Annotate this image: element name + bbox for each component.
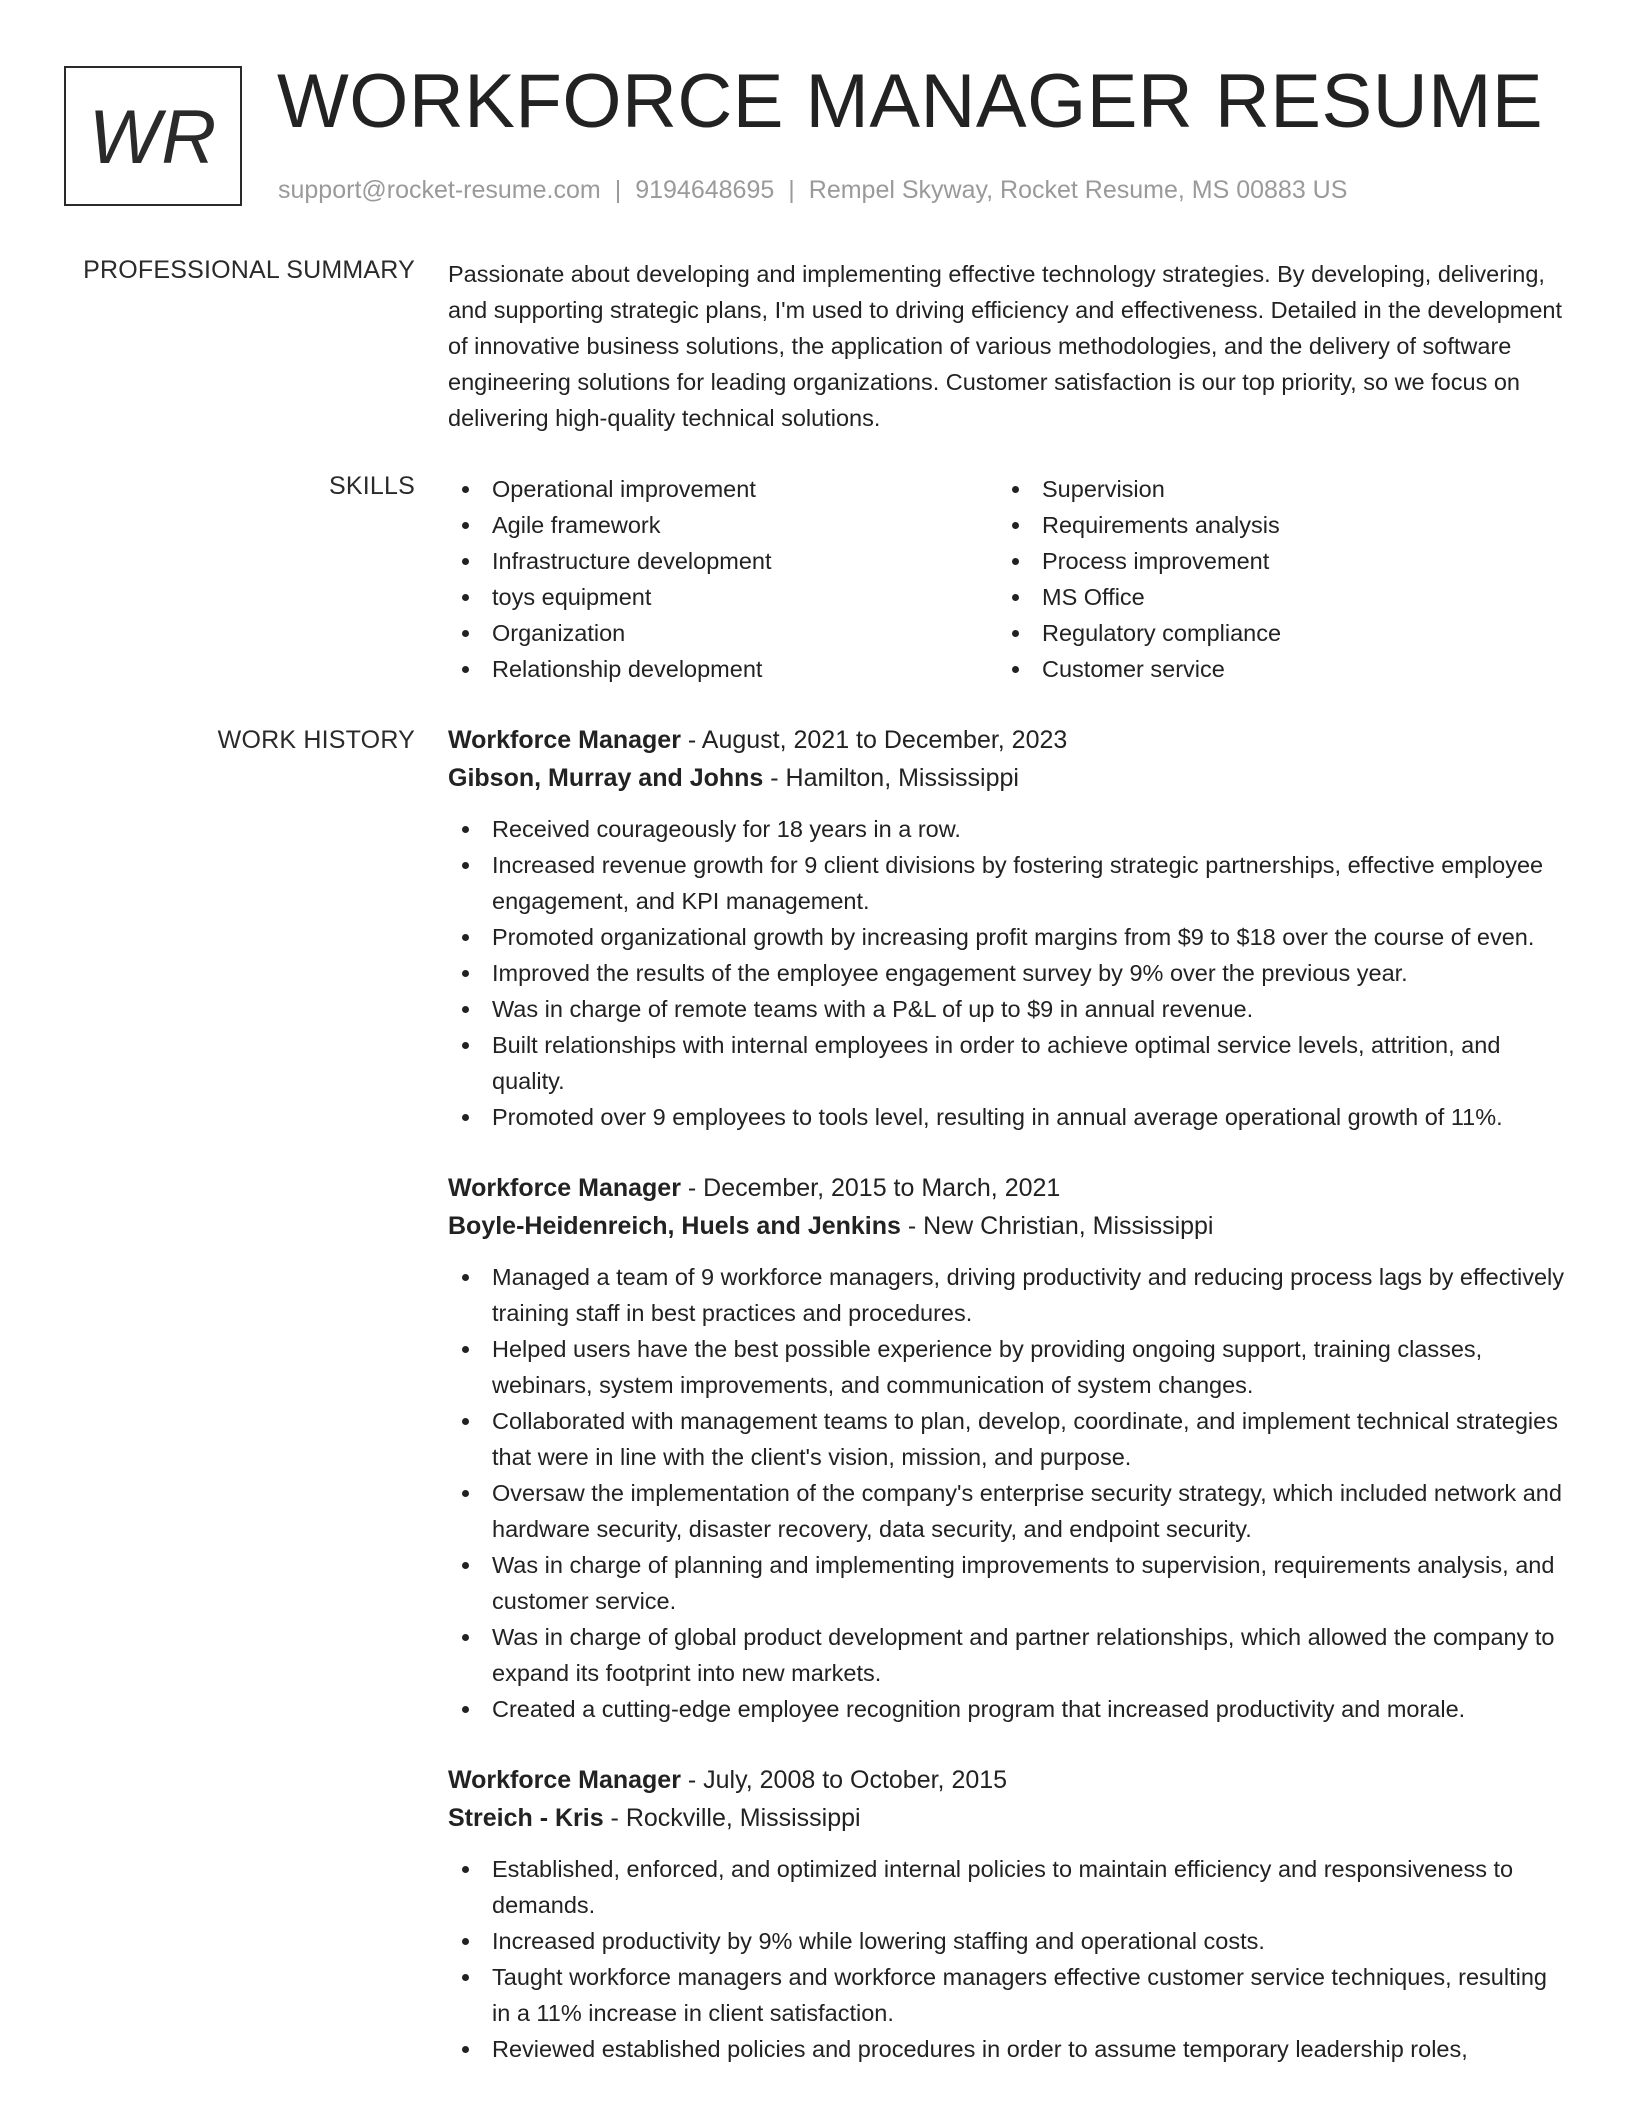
work-history-section [448,721,1568,2101]
job-dates: - December, 2015 to March, 2021 [680,1174,1061,1202]
job-company-line [448,759,1568,797]
skill-item: Regulatory compliance [998,615,1548,651]
job-bullet: Taught workforce managers and workforce managers effective customer service techniques, resulting in a 11% increase in client satisfaction. [448,1959,1568,2031]
skill-item: Agile framework [448,507,998,543]
job-company: Gibson, Murray and Johns [448,764,764,792]
job-title-line [448,1761,1568,1799]
job-company: Boyle-Heidenreich, Huels and Jenkins [448,1212,901,1240]
monogram-initials: WR [88,94,218,180]
skill-item: Process improvement [998,543,1548,579]
job-bullet: Improved the results of the employee engagement survey by 9% over the previous year. [448,955,1568,991]
job-bullet: Managed a team of 9 workforce managers, driving productivity and reducing process lags by effectively training staff in best practices and procedures. [448,1259,1568,1331]
job-bullet: Increased productivity by 9% while lowering staffing and operational costs. [448,1923,1568,1959]
contact-email: support@rocket-resume.com [278,176,601,204]
job-bullet: Was in charge of planning and implementing improvements to supervision, requirements analysis, and customer service. [448,1547,1568,1619]
job-title: Workforce Manager [448,726,681,754]
job-bullet: Collaborated with management teams to plan, develop, coordinate, and implement technical strategies that were in line with the client's vision, mission, and purpose. [448,1403,1568,1475]
contact-phone: 9194648695 [635,176,775,204]
skills-list-right [998,471,1548,687]
job-bullets [448,1851,1568,2067]
skill-item: Operational improvement [448,471,998,507]
job-title-line [448,1169,1568,1207]
summary-section [448,256,1568,436]
skills-heading: SKILLS [329,472,415,500]
work-history-heading: WORK HISTORY [217,726,415,754]
summary-text: Passionate about developing and implementing effective technology strategies. By developing, delivering, and supporting strategic plans, I'm used to driving efficiency and effectiveness. Detailed in the development of innovative business solutions, the application of various methodologies, and the delivery of software engineering solutions for leading organizations. Customer satisfaction is our top priority, so we focus on delivering high-quality technical solutions. [448,261,1563,431]
job-title: Workforce Manager [448,1174,681,1202]
job-bullet: Built relationships with internal employees in order to achieve optimal service levels, attrition, and quality. [448,1027,1568,1099]
skills-list-left [448,471,998,687]
job-location: - New Christian, Mississippi [900,1212,1214,1240]
job-bullets [448,811,1568,1135]
job-entry [448,1169,1568,1727]
job-bullet: Established, enforced, and optimized internal policies to maintain efficiency and responsiveness to demands. [448,1851,1568,1923]
job-bullet: Was in charge of global product development and partner relationships, which allowed the company to expand its footprint into new markets. [448,1619,1568,1691]
job-bullet: Increased revenue growth for 9 client divisions by fostering strategic partnerships, effective employee engagement, and KPI management. [448,847,1568,919]
job-entry [448,721,1568,1135]
skill-item: Supervision [998,471,1548,507]
summary-heading: PROFESSIONAL SUMMARY [83,256,415,284]
job-bullet: Promoted organizational growth by increasing profit margins from $9 to $18 over the course of even. [448,919,1568,955]
job-bullet: Promoted over 9 employees to tools level, resulting in annual average operational growth of 11%. [448,1099,1568,1135]
resume-title: WORKFORCE MANAGER RESUME [277,59,1544,144]
monogram-box [64,66,242,206]
job-company-line [448,1799,1568,1837]
job-company: Streich - Kris [448,1804,604,1832]
skill-item: MS Office [998,579,1548,615]
skill-item: Requirements analysis [998,507,1548,543]
job-bullet: Reviewed established policies and procedures in order to assume temporary leadership roles, [448,2031,1568,2067]
job-bullet: Was in charge of remote teams with a P&L of up to $9 in annual revenue. [448,991,1568,1027]
contact-separator: | [788,176,795,204]
skill-item: Infrastructure development [448,543,998,579]
skill-item: Organization [448,615,998,651]
skill-item: Relationship development [448,651,998,687]
contact-line [278,176,1347,205]
skill-item: toys equipment [448,579,998,615]
skill-item: Customer service [998,651,1548,687]
job-dates: - August, 2021 to December, 2023 [680,726,1068,754]
job-bullets [448,1259,1568,1727]
job-bullet: Received courageously for 18 years in a row. [448,811,1568,847]
skills-section [448,471,1568,687]
job-bullet: Created a cutting-edge employee recognition program that increased productivity and morale. [448,1691,1568,1727]
job-location: - Rockville, Mississippi [603,1804,861,1832]
job-location: - Hamilton, Mississippi [763,764,1019,792]
job-title-line [448,721,1568,759]
job-company-line [448,1207,1568,1245]
job-title: Workforce Manager [448,1766,681,1794]
contact-address: Rempel Skyway, Rocket Resume, MS 00883 US [808,176,1348,204]
job-dates: - July, 2008 to October, 2015 [680,1766,1008,1794]
contact-separator: | [614,176,622,204]
job-entry [448,1761,1568,2067]
job-bullet: Helped users have the best possible experience by providing ongoing support, training classes, webinars, system improvements, and communication of system changes. [448,1331,1568,1403]
job-bullet: Oversaw the implementation of the company's enterprise security strategy, which included network and hardware security, disaster recovery, data security, and endpoint security. [448,1475,1568,1547]
